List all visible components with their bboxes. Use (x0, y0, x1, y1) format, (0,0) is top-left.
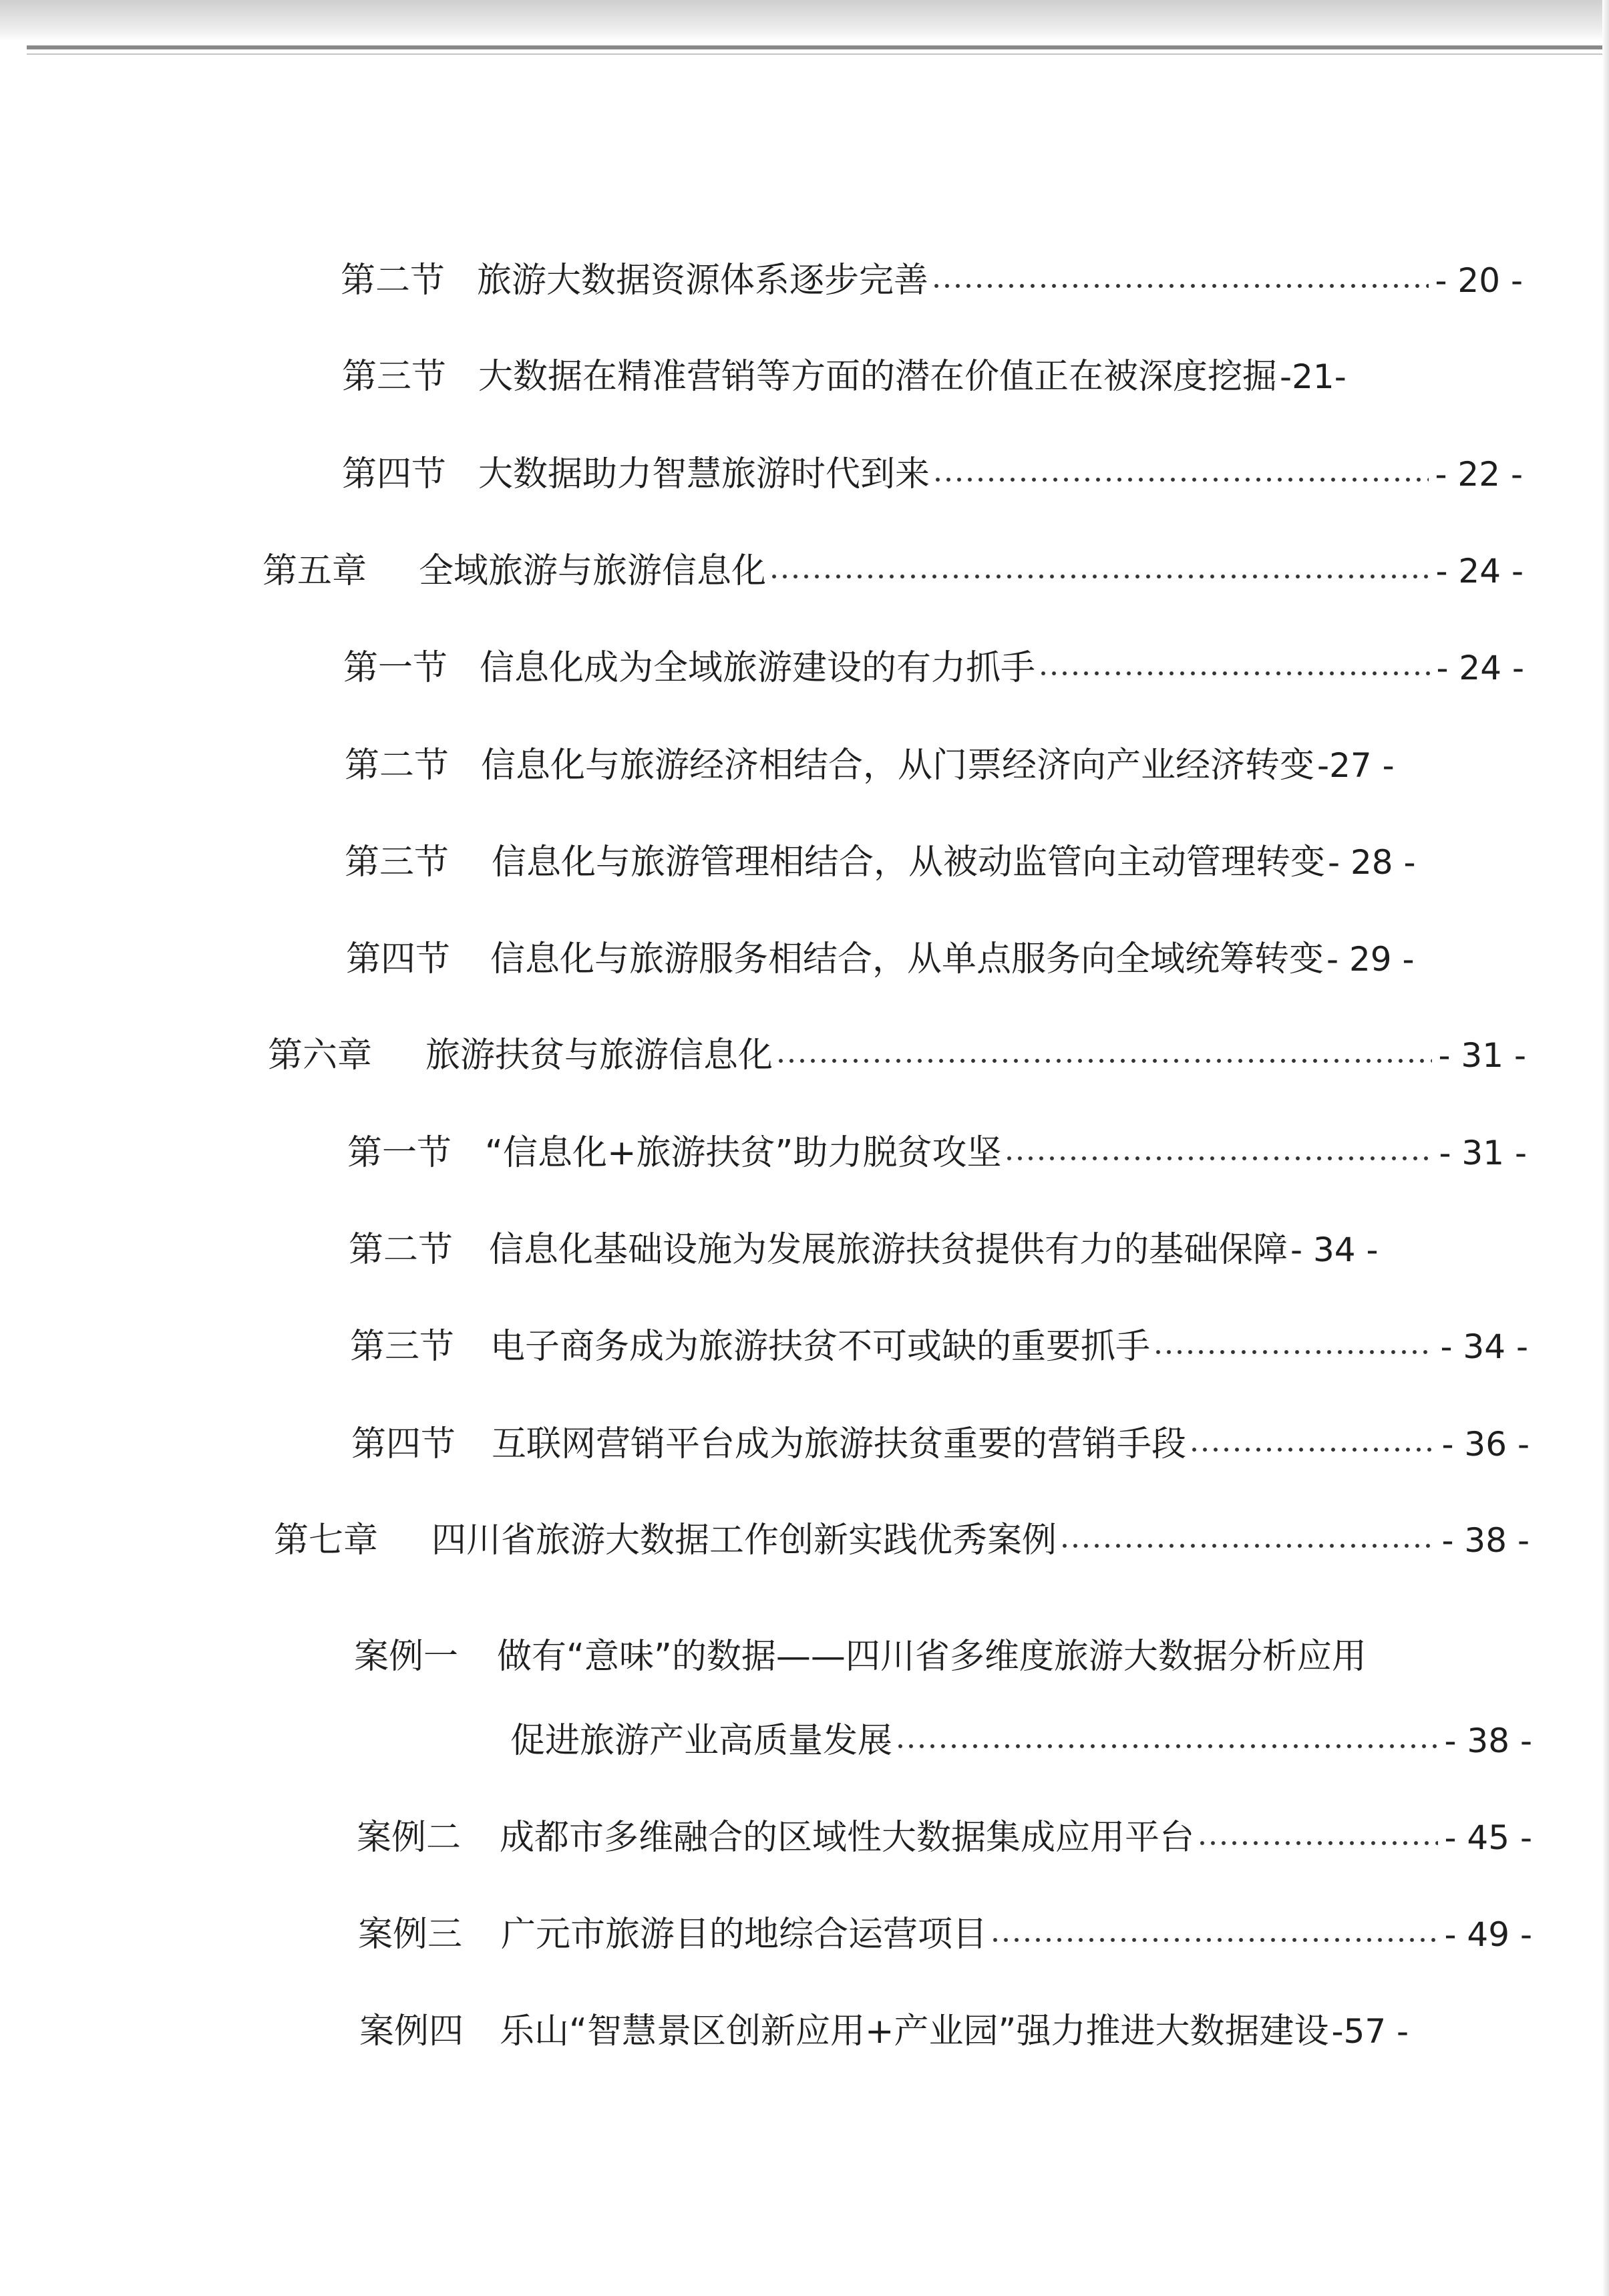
toc-page-number: - 28 - (1328, 843, 1416, 882)
toc-page-number: - 34 - (1440, 1327, 1528, 1366)
toc-page-number: - 20 - (1435, 261, 1523, 300)
toc-entry (351, 1416, 1530, 1473)
toc-entry (341, 252, 1523, 309)
toc-page-number: - 45 - (1444, 1818, 1532, 1857)
toc-chapter-entry (262, 542, 1524, 600)
toc-page-number: - 36 - (1441, 1425, 1530, 1464)
toc-title: 旅游扶贫与旅游信息化 (425, 1035, 773, 1076)
toc-leader-dots (990, 1937, 1437, 1943)
toc-section-label: 第一节 (347, 1133, 452, 1173)
toc-page-number: - 22 - (1435, 455, 1523, 494)
toc-case-entry (358, 1906, 1532, 1963)
toc-entry (349, 1221, 1528, 1279)
toc-section-label: 第三节 (350, 1327, 455, 1367)
toc-section-label: 第四节 (346, 939, 451, 979)
toc-section-label: 第三节 (342, 357, 447, 397)
toc-case-entry (354, 1628, 1530, 1685)
toc-entry (346, 931, 1527, 988)
scan-edge-line (27, 45, 1609, 49)
toc-page-number: - 24 - (1436, 649, 1524, 687)
toc-leader-dots (931, 283, 1428, 289)
toc-section-label: 第三节 (345, 842, 450, 882)
toc-title: 旅游大数据资源体系逐步完善 (477, 261, 929, 301)
toc-title: 信息化成为全域旅游建设的有力抓手 (480, 648, 1036, 688)
toc-entry (345, 834, 1526, 891)
toc-section-label: 第二节 (345, 746, 450, 786)
toc-section-label: 第二节 (349, 1230, 454, 1270)
toc-title: 做有“意味”的数据——四川省多维度旅游大数据分析应用 (497, 1637, 1367, 1677)
toc-section-label: 第一节 (343, 648, 448, 688)
toc-chapter-entry (274, 1512, 1530, 1569)
toc-entry (350, 1318, 1528, 1375)
toc-page-number: - 34 - (1290, 1231, 1379, 1269)
toc-entry (342, 446, 1523, 503)
toc-leader-dots (775, 1057, 1431, 1064)
toc-case-label: 案例三 (358, 1915, 463, 1955)
toc-page-number: - 31 - (1439, 1134, 1527, 1172)
scan-right-shadow (1602, 0, 1609, 2296)
toc-title: 电子商务成为旅游扶贫不可或缺的重要抓手 (490, 1327, 1151, 1367)
toc-leader-dots (769, 573, 1429, 580)
toc-case-label: 案例二 (357, 1818, 462, 1858)
toc-title: 大数据助力智慧旅游时代到来 (478, 454, 930, 494)
toc-page-number: - 49 - (1444, 1915, 1532, 1954)
toc-case-entry (357, 1809, 1532, 1866)
toc-page-number: - 38 - (1444, 1721, 1532, 1760)
toc-title: 乐山“智慧景区创新应用+产业园”强力推进大数据建设 (500, 2011, 1329, 2052)
toc-page-number: - 24 - (1435, 552, 1524, 591)
toc-case-label: 案例四 (359, 2011, 464, 2052)
toc-leader-dots (1153, 1349, 1433, 1355)
toc-page-number: -27 - (1317, 746, 1395, 785)
toc-title: 信息化与旅游管理相结合，从被动监管向主动管理转变 (492, 842, 1326, 882)
toc-chapter-label: 第六章 (268, 1035, 373, 1076)
toc-entry (345, 737, 1526, 794)
toc-case-label: 案例一 (354, 1637, 459, 1677)
toc-title: “信息化+旅游扶贫”助力脱贫攻坚 (485, 1133, 1002, 1173)
toc-chapter-label: 第五章 (262, 551, 367, 591)
toc-title: 全域旅游与旅游信息化 (419, 551, 767, 591)
toc-leader-dots (1189, 1446, 1435, 1453)
toc-leader-dots (1197, 1840, 1437, 1846)
toc-entry (347, 1124, 1527, 1182)
toc-title: 大数据在精准营销等方面的潜在价值正在被深度挖掘 (478, 357, 1278, 397)
toc-section-label: 第四节 (342, 454, 447, 494)
toc-title: 信息化与旅游服务相结合，从单点服务向全域统筹转变 (490, 939, 1324, 979)
toc-title: 四川省旅游大数据工作创新实践优秀案例 (431, 1520, 1057, 1561)
toc-title: 互联网营销平台成为旅游扶贫重要的营销手段 (492, 1424, 1187, 1464)
toc-title: 信息化与旅游经济相结合，从门票经济向产业经济转变 (481, 746, 1315, 786)
scan-top-shadow (0, 0, 1609, 41)
toc-title: 成都市多维融合的区域性大数据集成应用平台 (500, 1818, 1195, 1858)
toc-page-number: - 29 - (1326, 940, 1415, 979)
toc-leader-dots (932, 476, 1428, 483)
toc-leader-dots (1004, 1155, 1432, 1162)
toc-page-number: - 31 - (1438, 1036, 1526, 1075)
toc-leader-dots (1059, 1542, 1435, 1549)
toc-title: 促进旅游产业高质量发展 (510, 1721, 893, 1761)
toc-entry (342, 348, 1524, 405)
toc-section-label: 第二节 (341, 261, 445, 301)
toc-leader-dots (1038, 670, 1429, 677)
toc-section-label: 第四节 (351, 1424, 456, 1464)
toc-chapter-entry (268, 1027, 1526, 1084)
toc-page-number: -57 - (1331, 2012, 1409, 2051)
toc-case-entry (359, 2003, 1535, 2060)
toc-page-number: -21- (1280, 357, 1347, 396)
toc-title: 广元市旅游目的地综合运营项目 (501, 1915, 988, 1955)
toc-page-number: - 38 - (1441, 1521, 1530, 1560)
toc-chapter-label: 第七章 (274, 1520, 379, 1561)
scan-edge-line-secondary (27, 53, 1609, 55)
toc-title: 信息化基础设施为发展旅游扶贫提供有力的基础保障 (489, 1230, 1288, 1270)
toc-case-continuation (510, 1712, 1532, 1770)
toc-leader-dots (895, 1743, 1437, 1750)
toc-entry (343, 639, 1524, 697)
